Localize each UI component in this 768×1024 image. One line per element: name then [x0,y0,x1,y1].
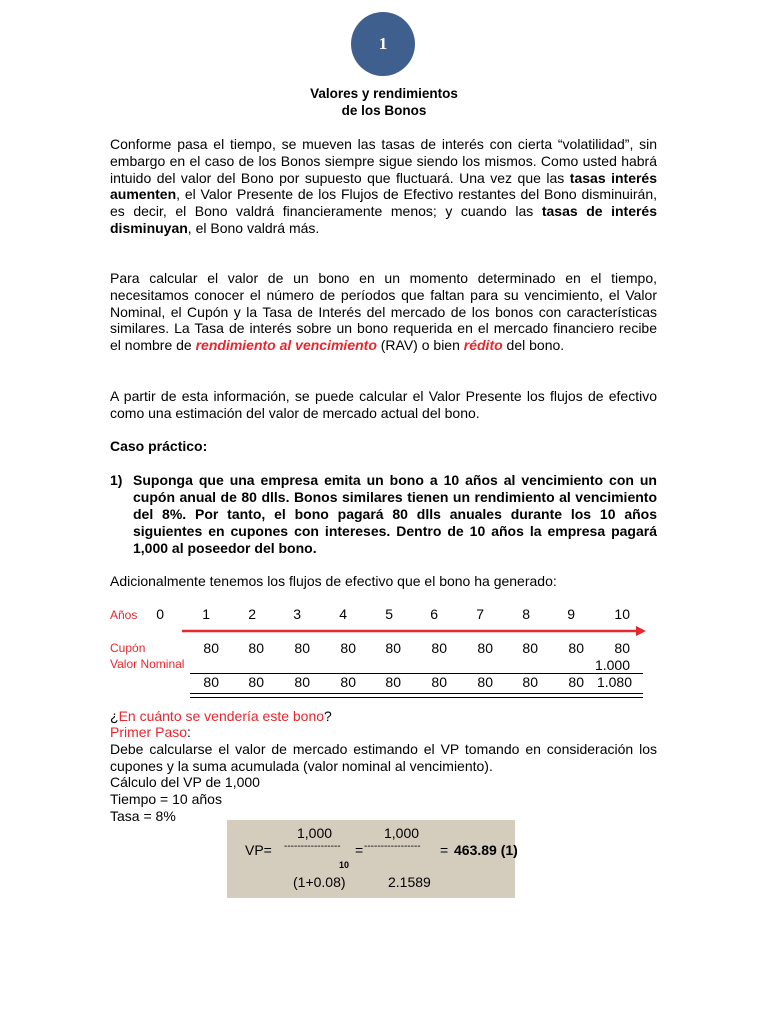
year-cell: 1 [202,606,210,622]
coupon-cell: 80 [614,640,630,656]
total-cell: 80 [431,674,447,690]
coupon-cell: 80 [340,640,356,656]
total-double-line-bottom [190,697,643,698]
calc-vp-line: Cálculo del VP de 1,000 [110,774,260,790]
formula-equals-2: = [440,842,449,858]
total-cell: 80 [522,674,538,690]
item-text: Suponga que una empresa emita un bono a 10 años al vencimiento con un cupón anual de 80 dlls. Bonos similares tienen un rendimiento al vencimiento del 8%. Por tanto, el bono pagará 80 dlls anuales durante los 10 años siguientes en cupones con intereses. Dentro de 10 años la empresa pagará 1,000 al poseedor del bono. [133,472,657,556]
year-cell: 4 [339,606,347,622]
paragraph-bond-value: Para calcular el valor de un bono en un momento determinado en el tiempo, necesitamos conocer el número de períodos que faltan para su vencimiento, el Valor Nominal, el Cupón y la Tasa de Interés del mercado de los bonos con características similares. La Tasa de interés sobre un bono requerida en el mercado financiero recibe el nombre de rendimiento al vencimiento (RAV) o bien rédito del bono. [110,270,657,354]
total-cell: 80 [385,674,401,690]
total-cell: 80 [568,674,584,690]
coupon-cell: 80 [522,640,538,656]
timeline-arrow [180,624,648,638]
title-line-1: Valores y rendimientos [310,86,458,101]
coupon-cell: 80 [431,640,447,656]
primer-paso: Primer Paso: [110,724,191,740]
label-years: Años [110,608,138,622]
total-cell: 80 [203,674,219,690]
coupon-cell: 80 [203,640,219,656]
coupon-cell: 80 [294,640,310,656]
year-cell: 8 [522,606,530,622]
year-cell: 10 [614,606,630,622]
formula-denominator-1: (1+0.08) [293,874,346,890]
time-line: Tiempo = 10 años [110,791,222,807]
formula-numerator-2: 1,000 [384,825,420,841]
coupon-cell: 80 [477,640,493,656]
formula-exponent: 10 [339,860,350,870]
paragraph-volatility: Conforme pasa el tiempo, se mueven las tasas de interés con cierta “volatilidad”, sin embargo en el caso de los Bonos siempre sigue siendo los mismos. Como usted habrá intuido del valor del Bono por supuesto que fluctuará. Una vez que las tasas interés aumenten, el Valor Presente de los Flujos de Efectivo restantes del Bono disminuirán, es decir, el Bono valdrá financieramente menos; y cuando las tasas de interés disminuyan, el Bono valdrá más. [110,136,658,236]
total-double-line-top [190,693,643,694]
formula-box [227,820,518,898]
total-cell: 80 [248,674,264,690]
formula-result: 463.89 (1) [454,842,518,858]
page-number: 1 [378,34,388,53]
total-cell: 80 [294,674,310,690]
formula-vp-label: VP= [245,842,272,858]
coupon-cell: 80 [248,640,264,656]
question: ¿En cuánto se vendería este bono? [110,708,332,724]
title-line-2: de los Bonos [341,103,427,118]
caso-practico-heading: Caso práctico: [110,438,208,454]
nominal-cell: 1.000 [594,657,630,673]
year-cell: 6 [430,606,438,622]
paragraph-cash-flows: Adicionalmente tenemos los flujos de efectivo que el bono ha generado: [110,573,557,589]
rate-line: Tasa = 8% [110,808,176,824]
year-cell: 5 [385,606,393,622]
year-cell: 2 [248,606,256,622]
total-cell: 1.080 [596,674,632,690]
coupon-cell: 80 [568,640,584,656]
total-cell: 80 [477,674,493,690]
label-coupon: Cupón [110,641,146,655]
label-nominal: Valor Nominal [110,657,185,671]
item-number: 1) [110,472,123,488]
formula-fraction-bar-2: ----------------- [364,841,421,852]
formula-equals-1: = [355,842,364,858]
year-cell: 7 [476,606,484,622]
coupon-cell: 80 [385,640,401,656]
formula-denominator-2: 2.1589 [388,874,431,890]
year-cell: 9 [567,606,575,622]
formula-numerator-1: 1,000 [297,825,333,841]
year-cell: 0 [156,606,164,622]
page-number-badge [351,12,415,76]
total-cell: 80 [340,674,356,690]
paragraph-present-value: A partir de esta información, se puede calcular el Valor Presente los flujos de efectivo como una estimación del valor de mercado actual del bono. [110,388,657,421]
formula-fraction-bar-1: ----------------- [284,841,341,852]
paragraph-market-value: Debe calcularse el valor de mercado estimando el VP tomando en consideración los cupones y la suma acumulada (valor nominal al vencimiento). [110,741,657,774]
year-cell: 3 [293,606,301,622]
